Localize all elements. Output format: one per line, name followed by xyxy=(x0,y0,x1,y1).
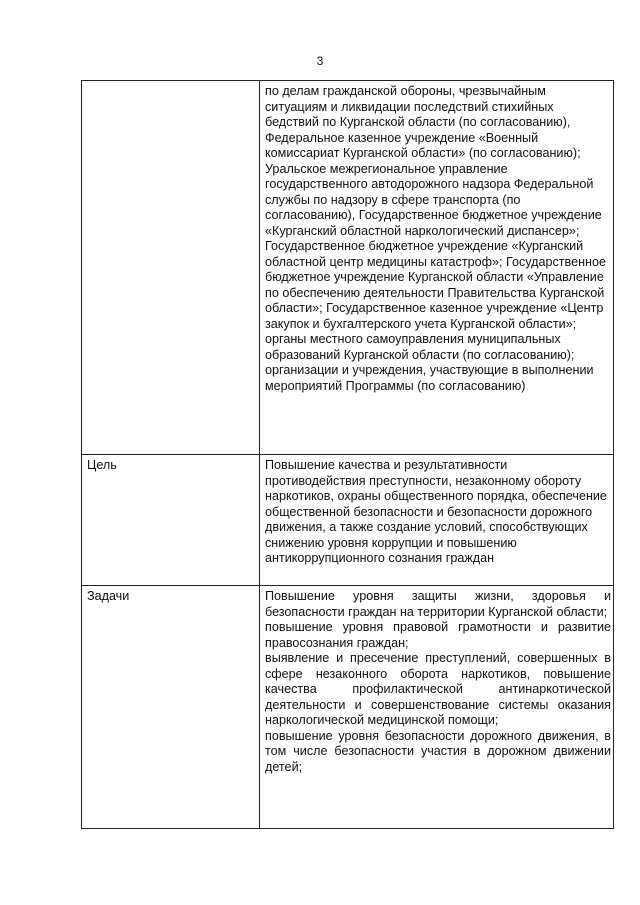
page-number: 3 xyxy=(316,54,324,68)
goal-text: Повышение качества и результативности противодействия преступности, незаконному обороту наркотиков, охраны общественного порядка, обеспечение общественной безопасности и безопасности дорожного движения, а также создание условий, способствующих снижению уровня коррупции и повышению антикоррупционного сознания граждан xyxy=(260,455,614,586)
participants-text: по делам гражданской обороны, чрезвычайным ситуациям и ликвидации последствий стихийных бедствий по Курганской области (по согласованию), Федеральное казенное учреждение «Военный комиссариат Курганской области» (по согласованию); Уральское межрегиональное управление государственного автодорожного надзора Федеральной службы по надзору в сфере транспорта (по согласованию), Государственное бюджетное учреждение «Курганский областной наркологический диспансер»; Государственное бюджетное учреждение «Курганский областной центр медицины катастроф»; Государственное бюджетное учреждение Курганской области «Управление по обеспечению деятельности Правительства Курганской области»; Государственное казенное учреждение «Центр закупок и бухгалтерского учета Курганской области»; органы местного самоуправления муниципальных образований Курганской области (по согласованию); организации и учреждения, участвующие в выполнении мероприятий Программы (по согласованию) xyxy=(265,84,607,393)
row-label-empty xyxy=(82,81,260,455)
tasks-cell xyxy=(260,586,614,829)
table-row xyxy=(82,586,614,829)
row-label-tasks: Задачи xyxy=(82,586,260,829)
task-item: выявление и пресечение преступлений, совершенных в сфере незаконного оборота наркотиков, повышение качества профилактической антинаркотической деятельности и совершенствование системы оказания наркологической медицинской помощи; xyxy=(265,651,611,727)
row-label-goal: Цель xyxy=(82,455,260,586)
table-row xyxy=(82,455,614,586)
task-item: Повышение уровня защиты жизни, здоровья и безопасности граждан на территории Курганской области; xyxy=(265,589,611,619)
table-row xyxy=(82,81,614,455)
task-item: повышение уровня безопасности дорожного движения, в том числе безопасности участия в дорожном движении детей; xyxy=(265,728,611,774)
task-item: повышение уровня правовой грамотности и развитие правосознания граждан; xyxy=(265,620,611,650)
participants-continuation-cell xyxy=(260,81,614,455)
program-passport-table xyxy=(81,80,614,829)
